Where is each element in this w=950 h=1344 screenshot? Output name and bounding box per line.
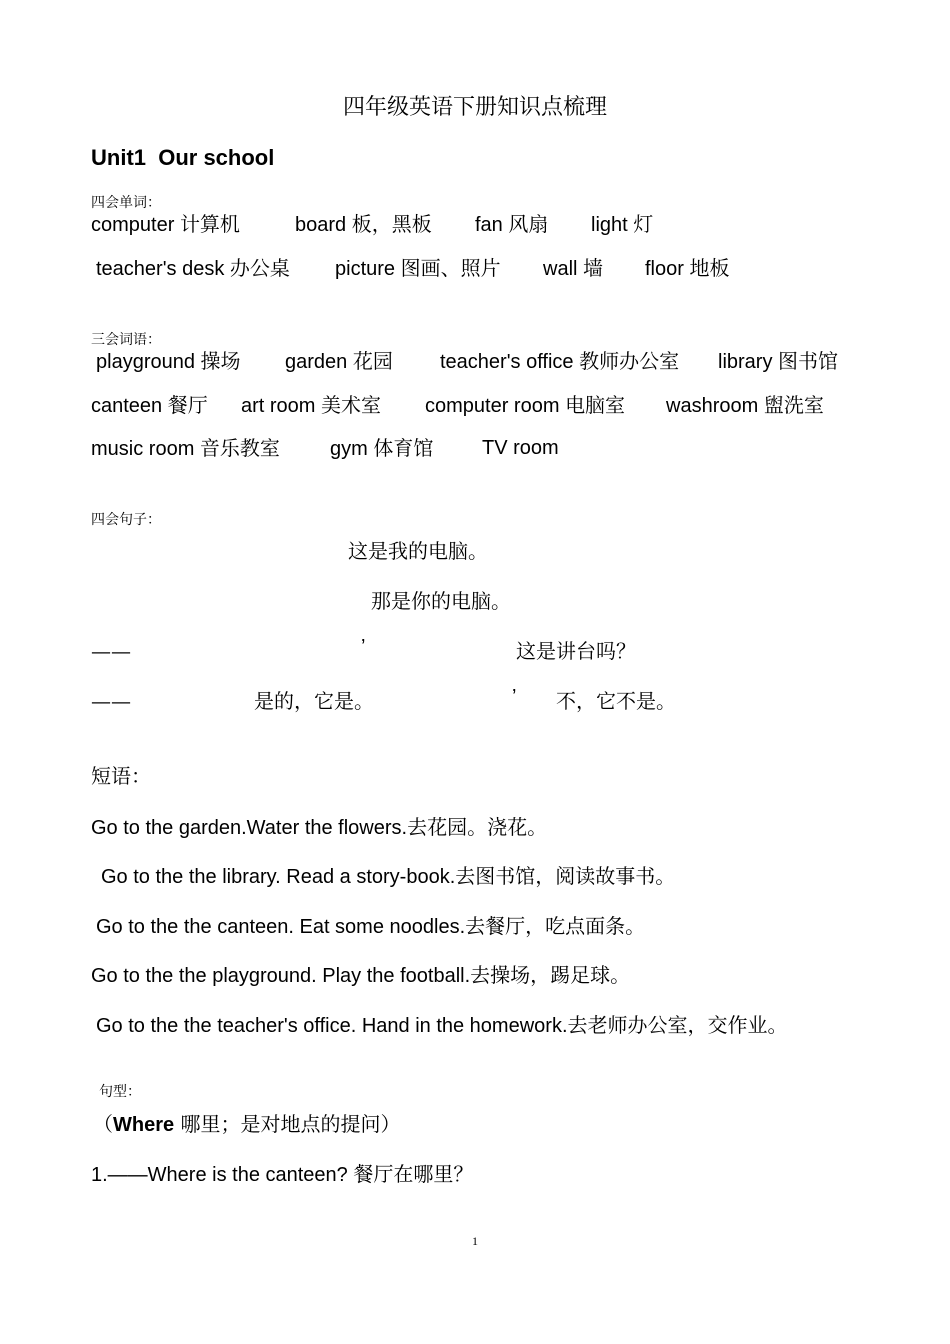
sentence-line-4b: 不，它不是。 xyxy=(556,689,676,713)
vocab-cn: 计算机 xyxy=(179,212,240,236)
vocab-en: washroom xyxy=(666,395,759,417)
vocab-item xyxy=(666,395,824,416)
vocab-en: board xyxy=(295,214,347,236)
four-words-label: 四会单词： xyxy=(91,195,161,211)
paren-open: （ xyxy=(93,1112,113,1136)
phrase-en: Go to the the teacher's office. Hand in the homework. xyxy=(96,1015,568,1037)
vocab-en: canteen xyxy=(91,395,163,417)
page-title: 四年级英语下册知识点梳理 xyxy=(342,95,607,120)
sentence-dash: —— xyxy=(91,689,131,713)
vocab-cn: 操场 xyxy=(200,349,241,373)
vocab-item xyxy=(543,258,603,279)
vocab-cn: 板，黑板 xyxy=(351,212,432,236)
vocab-en: library xyxy=(718,351,773,373)
pattern-en: 1.——Where is the canteen? xyxy=(91,1164,354,1186)
phrase-cn: 去花园。浇花。 xyxy=(407,815,548,839)
vocab-en: computer room xyxy=(425,395,560,417)
vocab-item xyxy=(96,351,241,372)
vocab-cn: 墙 xyxy=(583,256,604,280)
vocab-item xyxy=(440,351,679,372)
vocab-item xyxy=(241,395,381,416)
vocab-item xyxy=(335,258,501,279)
phrase-item xyxy=(101,866,675,887)
phrase-cn: 去餐厅，吃点面条。 xyxy=(465,914,646,938)
vocab-cn: 美术室 xyxy=(321,393,382,417)
phrases-label: 短语： xyxy=(91,764,151,788)
vocab-cn: 花园 xyxy=(352,349,393,373)
vocab-cn: 餐厅 xyxy=(167,393,208,417)
apostrophe-mark: ’ xyxy=(512,686,517,708)
vocab-en: gym xyxy=(330,438,368,460)
pattern-keyword: Where xyxy=(113,1114,175,1136)
sentence-dash: —— xyxy=(91,639,131,663)
vocab-cn: 教师办公室 xyxy=(579,349,680,373)
vocab-item xyxy=(591,214,653,235)
unit-heading: Unit1 Our school xyxy=(91,145,275,170)
patterns-label: 句型： xyxy=(99,1084,141,1100)
phrase-en: Go to the garden.Water the flowers. xyxy=(91,817,408,839)
vocab-en: computer xyxy=(91,214,175,236)
vocab-item xyxy=(475,214,548,235)
vocab-cn: 灯 xyxy=(633,212,654,236)
vocab-item xyxy=(330,438,433,459)
vocab-en: fan xyxy=(475,214,503,236)
vocab-cn: 图书馆 xyxy=(778,349,839,373)
sentence-line-2: 那是你的电脑。 xyxy=(371,589,511,613)
vocab-item xyxy=(91,438,280,459)
vocab-en: picture xyxy=(335,258,396,280)
vocab-en: music room xyxy=(91,438,195,460)
vocab-cn: 风扇 xyxy=(508,212,549,236)
phrase-en: Go to the the playground. Play the football. xyxy=(91,965,471,987)
vocab-en: playground xyxy=(96,351,195,373)
vocab-cn: 图画、照片 xyxy=(400,256,501,280)
vocab-cn: 盥洗室 xyxy=(763,393,824,417)
vocab-en: teacher's office xyxy=(440,351,574,373)
vocab-item xyxy=(91,395,208,416)
sentence-line-3: 这是讲台吗？ xyxy=(516,639,636,663)
phrase-cn: 去图书馆，阅读故事书。 xyxy=(455,864,676,888)
vocab-item xyxy=(96,258,290,279)
three-words-label: 三会词语： xyxy=(91,332,161,348)
four-sentences-label: 四会句子： xyxy=(91,512,161,528)
sentence-line-1: 这是我的电脑。 xyxy=(348,539,488,563)
vocab-en: garden xyxy=(285,351,348,373)
vocab-en: wall xyxy=(543,258,578,280)
vocab-en: light xyxy=(591,214,628,236)
phrase-item xyxy=(96,1015,788,1036)
vocab-en: art room xyxy=(241,395,316,417)
vocab-item xyxy=(295,214,432,235)
vocab-item xyxy=(718,351,838,372)
apostrophe-mark: ’ xyxy=(361,636,366,658)
phrase-en: Go to the the canteen. Eat some noodles. xyxy=(96,916,466,938)
pattern-item-1 xyxy=(91,1164,473,1185)
pattern-note xyxy=(93,1114,400,1135)
pattern-note-text: 哪里；是对地点的提问） xyxy=(174,1112,401,1136)
vocab-cn: 音乐教室 xyxy=(199,436,280,460)
pattern-cn: 餐厅在哪里？ xyxy=(353,1162,474,1186)
phrase-cn: 去操场，踢足球。 xyxy=(470,963,631,987)
phrase-en: Go to the the library. Read a story-book. xyxy=(101,866,456,888)
vocab-cn: 体育馆 xyxy=(373,436,434,460)
phrase-item xyxy=(91,965,630,986)
sentence-line-4a: 是的，它是。 xyxy=(254,689,374,713)
vocab-item xyxy=(645,258,729,279)
vocab-cn: 地板 xyxy=(689,256,730,280)
phrase-item xyxy=(96,916,645,937)
vocab-cn: 电脑室 xyxy=(565,393,626,417)
vocab-item xyxy=(285,351,393,372)
phrase-item xyxy=(91,817,547,838)
phrase-cn: 去老师办公室，交作业。 xyxy=(567,1013,788,1037)
vocab-en: teacher's desk xyxy=(96,258,225,280)
vocab-en: floor xyxy=(645,258,684,280)
vocab-cn: 办公桌 xyxy=(229,256,290,280)
vocab-item xyxy=(91,214,240,235)
vocab-en: TV room xyxy=(482,437,559,459)
page-number: 1 xyxy=(472,1234,478,1248)
vocab-item xyxy=(425,395,625,416)
vocab-item xyxy=(482,438,559,458)
